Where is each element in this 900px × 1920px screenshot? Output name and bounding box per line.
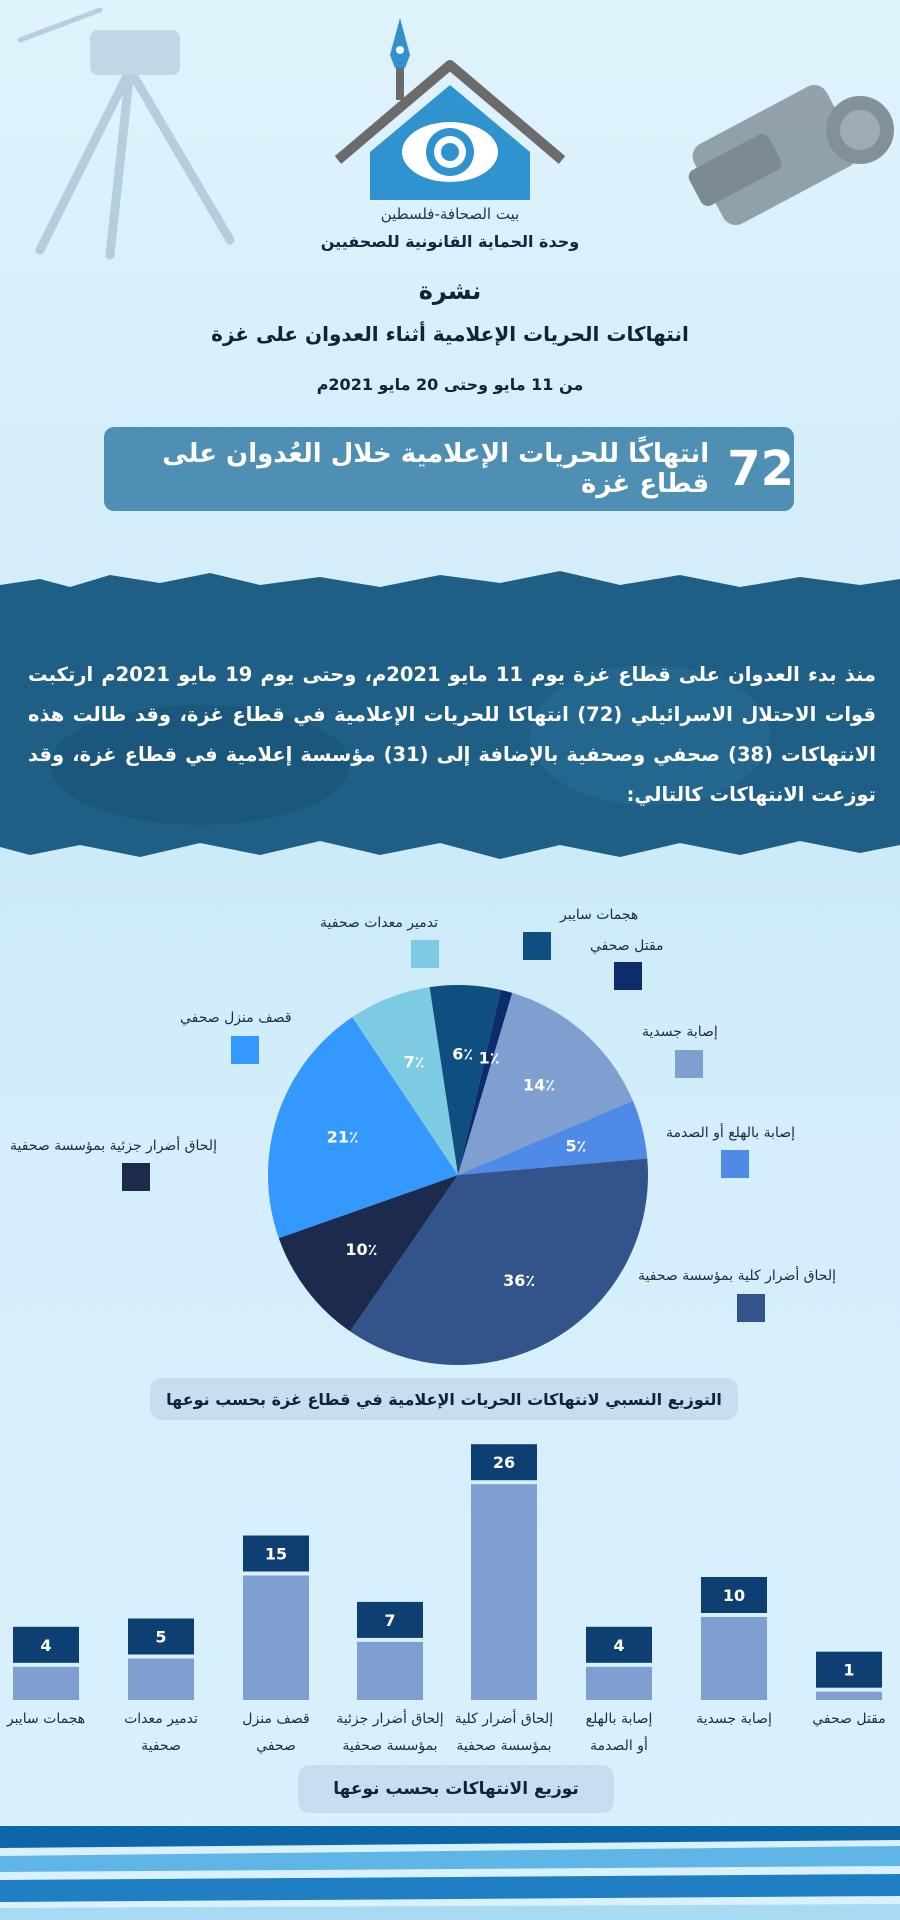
pie-value-label: 36٪ — [503, 1271, 536, 1291]
legend-label-cyber: هجمات سايبر — [560, 907, 639, 923]
headline-box — [104, 427, 794, 511]
bar-value-label: 4 — [613, 1635, 625, 1655]
bar-category-line: صحفية — [141, 1738, 181, 1754]
bar — [816, 1692, 882, 1700]
bar-category-label — [670, 1706, 798, 1733]
legend-label-killed: مقتل صحفي — [590, 938, 664, 954]
bar-category-line: بمؤسسة صحفية — [342, 1738, 438, 1754]
bulletin-label: نشرة — [418, 277, 482, 305]
bar — [701, 1617, 767, 1700]
legend-label-injury: إصابة جسدية — [642, 1024, 718, 1040]
pie-value-label: 6٪ — [452, 1044, 474, 1064]
bar-value-label: 26 — [492, 1453, 516, 1473]
pie-value-label: 14٪ — [523, 1075, 556, 1095]
bar — [586, 1667, 652, 1700]
bar-value-label: 1 — [843, 1660, 855, 1680]
bar-value-label: 15 — [264, 1544, 288, 1564]
pie-value-label: 7٪ — [403, 1052, 425, 1072]
legend-label-home-shelling: قصف منزل صحفي — [180, 1010, 292, 1026]
bar-category-line: إصابة جسدية — [696, 1711, 772, 1727]
bar-category-line: صحفي — [256, 1738, 296, 1754]
bar-category-line: أو الصدمة — [590, 1738, 648, 1754]
bar — [471, 1484, 537, 1700]
legend-swatch-equipment — [411, 940, 439, 968]
footer-stripes — [0, 1826, 900, 1920]
bar-category-label — [0, 1706, 110, 1733]
bulletin-title: انتهاكات الحريات الإعلامية أثناء العدوان على غزة — [211, 322, 689, 346]
bar-category-line: هجمات سايبر — [6, 1711, 86, 1727]
legend-label-total-damage: إلحاق أضرار كلية بمؤسسة صحفية — [638, 1268, 836, 1284]
bulletin-period: من 11 مايو وحتى 20 مايو 2021م — [316, 375, 584, 394]
pie-slices — [268, 985, 648, 1365]
bar-category-label — [212, 1706, 340, 1760]
pen-nib-icon — [390, 18, 410, 100]
bar-category-line: قصف منزل — [242, 1711, 310, 1727]
pie-value-label: 10٪ — [345, 1239, 378, 1259]
bar — [243, 1576, 309, 1701]
intro-paragraph: منذ بدء العدوان على قطاع غزة يوم 11 مايو 2021م، وحتى يوم 19 مايو 2021م ارتكبت قوات الاحتلال الاسرائيلي (72) انتهاكا للحريات الإعلامية في قطاع غزة، وقد طالت هذه الانتهاكات (38) صحفي وصحفية بالإضافة إلى (31) مؤسسة إعلامية في قطاع غزة، وقد توزعت الانتهاكات كالتالي: — [28, 663, 876, 806]
bar-value-label: 5 — [155, 1627, 167, 1647]
unit-name: وحدة الحماية القانونية للصحفيين — [320, 232, 580, 251]
pie-value-label: 1٪ — [478, 1048, 500, 1068]
bar-category-label — [97, 1706, 225, 1760]
legend-swatch-total-damage — [737, 1294, 765, 1322]
bar-category-line: تدمير معدات — [124, 1711, 198, 1727]
bar-series — [13, 1444, 882, 1700]
bar-category-label — [440, 1706, 568, 1760]
press-house-logo — [330, 10, 570, 205]
headline-text: انتهاكًا للحريات الإعلامية خلال العُدوان على قطاع غزة — [162, 439, 710, 499]
bar-value-label: 7 — [384, 1610, 396, 1630]
pie-chart-title: التوزيع النسبي لانتهاكات الحريات الإعلامية في قطاع غزة بحسب نوعها — [150, 1378, 738, 1420]
bar-category-label — [785, 1706, 900, 1733]
legend-swatch-cyber — [523, 932, 551, 960]
eye-lens-icon — [402, 122, 498, 182]
legend-swatch-killed — [614, 962, 642, 990]
legend-swatch-home-shelling — [231, 1036, 259, 1064]
bar — [357, 1642, 423, 1700]
headline-number: 72 — [727, 441, 794, 497]
bar-category-line: إصابة بالهلع — [585, 1711, 653, 1727]
pie-value-label: 21٪ — [326, 1127, 359, 1147]
legend-label-equipment: تدمير معدات صحفية — [320, 915, 439, 931]
bar-category-line: إلحاق أضرار كلية — [454, 1711, 554, 1727]
bar — [128, 1659, 194, 1701]
bar-category-label — [326, 1706, 454, 1760]
legend-swatch-partial-damage — [122, 1163, 150, 1191]
bar-value-label: 10 — [722, 1586, 746, 1605]
pie-value-label: 5٪ — [565, 1136, 587, 1156]
bar-category-line: بمؤسسة صحفية — [456, 1738, 552, 1754]
legend-label-partial-damage: إلحاق أضرار جزئية بمؤسسة صحفية — [10, 1138, 217, 1154]
bar-chart — [0, 1420, 900, 1700]
bar — [13, 1667, 79, 1700]
legend-swatch-panic — [721, 1150, 749, 1178]
bar-category-label — [555, 1706, 683, 1760]
bar-category-line: مقتل صحفي — [812, 1711, 886, 1727]
legend-swatch-injury — [675, 1050, 703, 1078]
bar-category-line: إلحاق أضرار جزئية — [336, 1711, 444, 1727]
legend-label-panic: إصابة بالهلع أو الصدمة — [666, 1125, 796, 1141]
bar-chart-title: توزيع الانتهاكات بحسب نوعها — [298, 1765, 614, 1813]
bar-value-label: 4 — [40, 1635, 52, 1655]
org-name: بيت الصحافة-فلسطين — [380, 205, 520, 223]
